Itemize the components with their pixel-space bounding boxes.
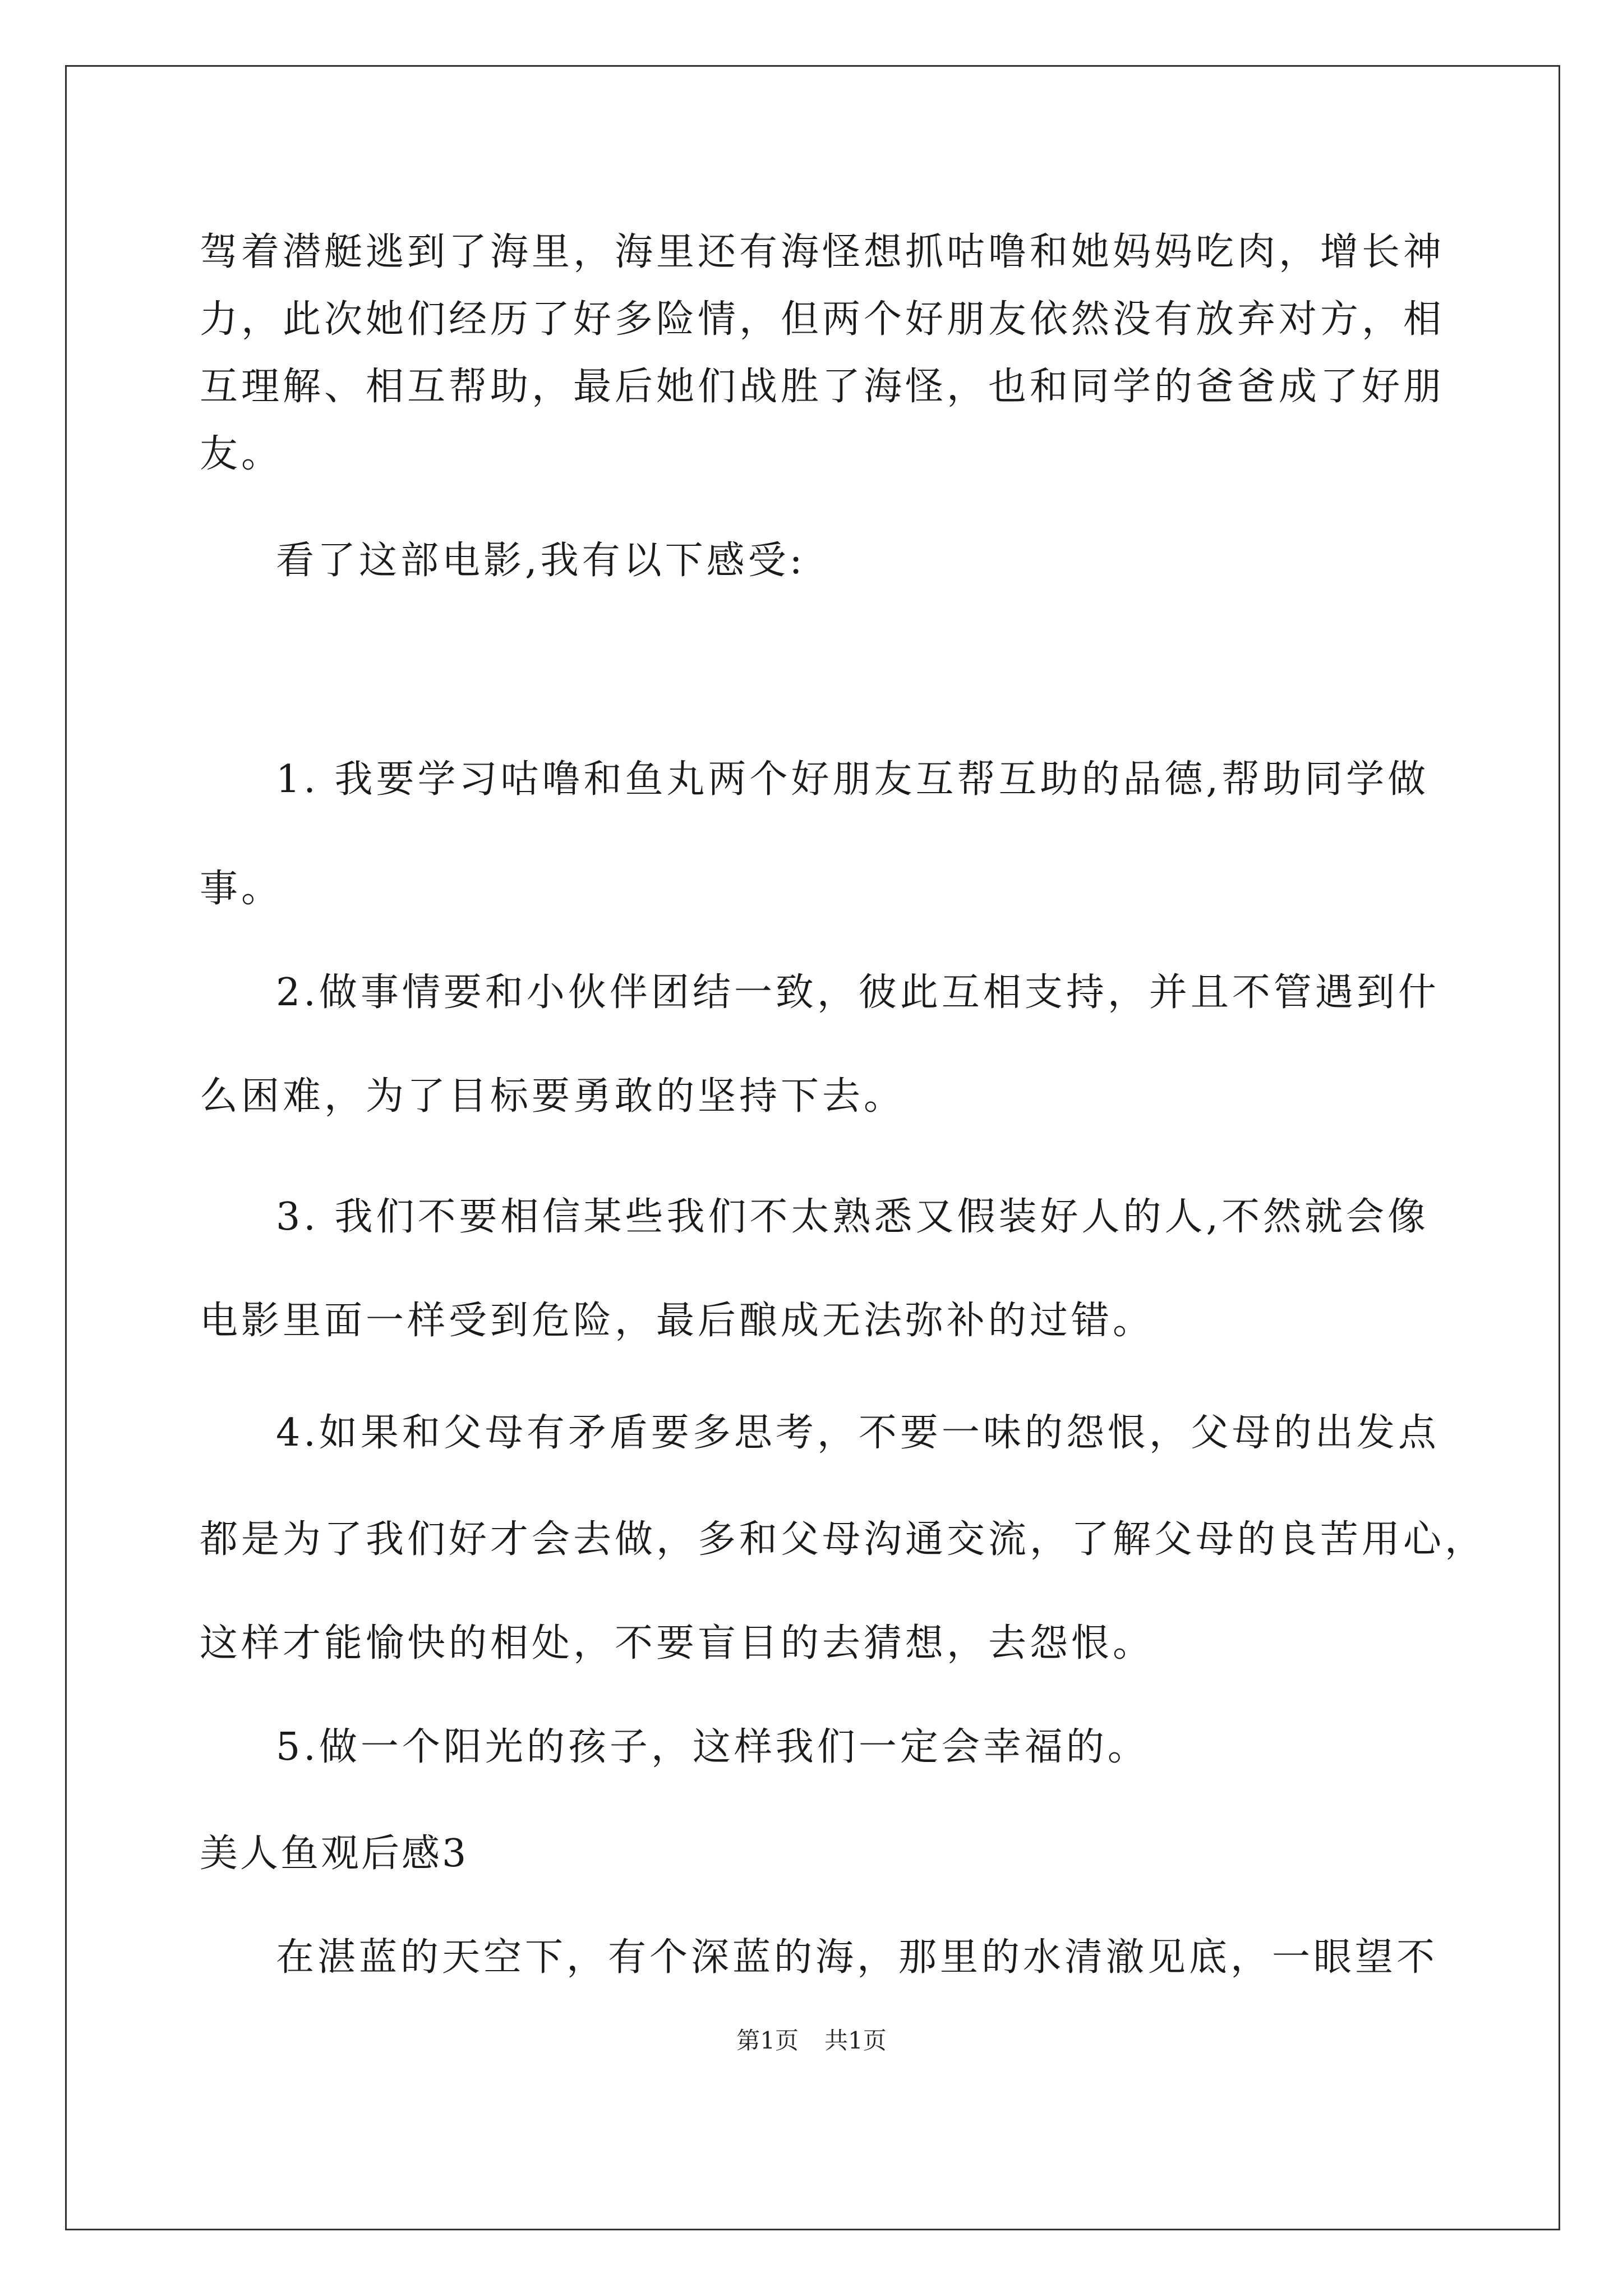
list-item-2: 2.做事情要和小伙伴团结一致，彼此互相支持，并且不管遇到什 xyxy=(276,970,1440,1015)
paragraph-line: 电影里面一样受到危险，最后酿成无法弥补的过错。 xyxy=(200,1299,1155,1343)
section-title: 美人鱼观后感3 xyxy=(200,1832,469,1876)
paragraph-line: 么困难，为了目标要勇敢的坚持下去。 xyxy=(200,1074,906,1119)
paragraph-line: 这样才能愉快的相处，不要盲目的去猜想，去怨恨。 xyxy=(200,1621,1155,1665)
page-number-current: 第1页 xyxy=(736,2027,799,2054)
paragraph-line: 力，此次她们经历了好多险情，但两个好朋友依然没有放弃对方，相 xyxy=(200,297,1445,342)
paragraph-line: 事。 xyxy=(200,867,283,911)
list-item-5: 5.做一个阳光的孩子，这样我们一定会幸福的。 xyxy=(276,1725,1149,1769)
paragraph-line: 看了这部电影,我有以下感受: xyxy=(276,539,806,583)
list-item-4: 4.如果和父母有矛盾要多思考，不要一味的怨恨，父母的出发点 xyxy=(276,1411,1440,1455)
paragraph-line: 都是为了我们好才会去做，多和父母沟通交流，了解父母的良苦用心， xyxy=(200,1517,1487,1562)
page-number-total: 共1页 xyxy=(824,2027,887,2054)
list-item-3: 3. 我们不要相信某些我们不太熟悉又假装好人的人,不然就会像 xyxy=(276,1195,1430,1239)
paragraph-line: 在湛蓝的天空下，有个深蓝的海，那里的水清澈见底，一眼望不 xyxy=(276,1935,1438,1980)
list-item-1: 1. 我要学习咕噜和鱼丸两个好朋友互帮互助的品德,帮助同学做 xyxy=(276,757,1430,802)
paragraph-line: 驾着潜艇逃到了海里，海里还有海怪想抓咕噜和她妈妈吃肉，增长神 xyxy=(200,230,1445,274)
page-footer xyxy=(0,2026,1623,2055)
paragraph-line: 友。 xyxy=(200,432,283,476)
paragraph-line: 互理解、相互帮助，最后她们战胜了海怪，也和同学的爸爸成了好朋 xyxy=(200,365,1445,409)
